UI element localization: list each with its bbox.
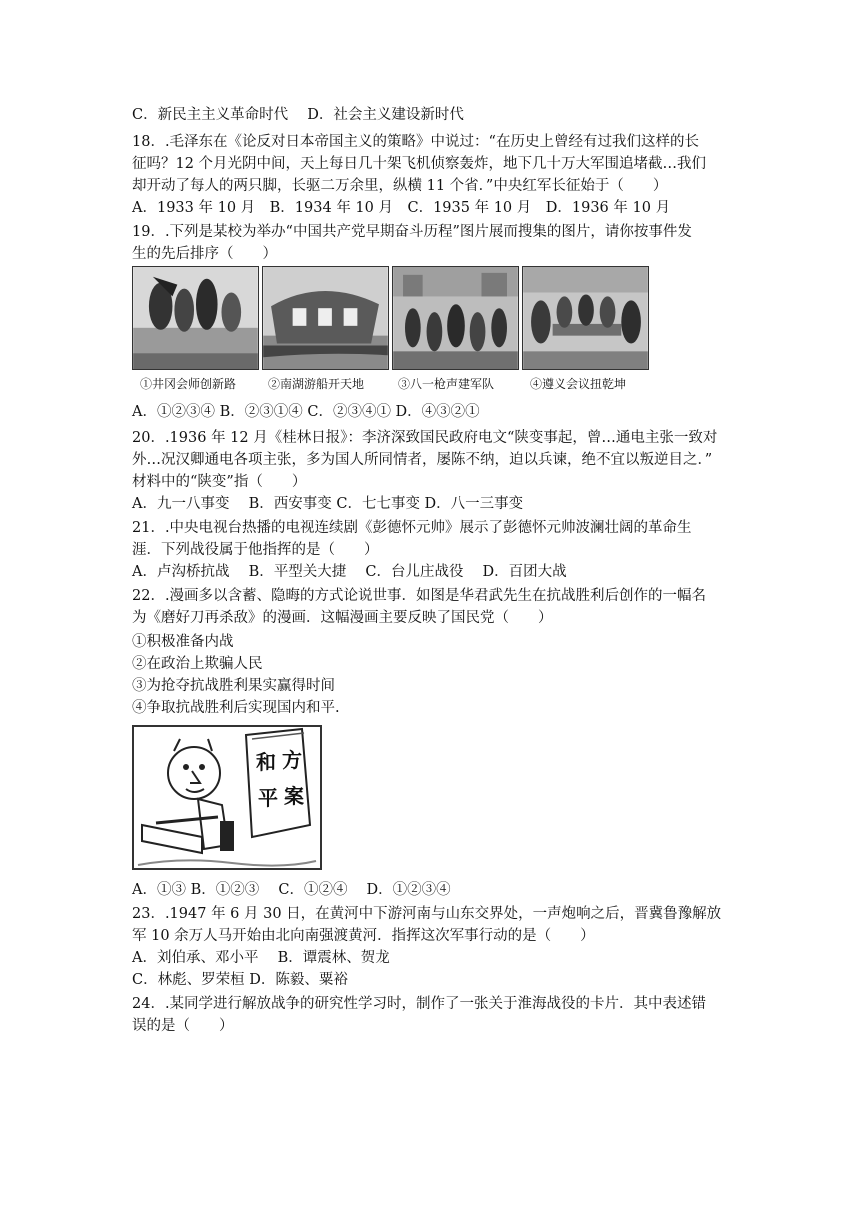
q19-photo-strip [132, 266, 676, 396]
q22-options: A．①③ B．①②③ C．①②④ D．①②③④ [132, 882, 451, 898]
q18-options: A．1933 年 10 月 B．1934 年 10 月 C．1935 年 10 月 D．1936 年 10 月 [132, 200, 671, 216]
q23-stem-line1: 23．.1947 年 6 月 30 日，在黄河中下游河南与山东交界处，一声炮响之后，晋冀鲁豫解放 [132, 906, 722, 922]
q22-cartoon [132, 725, 322, 870]
photo-nanhu-boat [262, 266, 389, 370]
q24-stem-line1: 24．.某同学进行解放战争的研究性学习时，制作了一张关于淮海战役的卡片．其中表述错 [132, 996, 707, 1012]
q23-options-cd: C．林彪、罗荣桓 D．陈毅、粟裕 [132, 972, 348, 988]
q20-stem-line3: 材料中的“陕变”指（ ） [132, 474, 307, 490]
q19-stem-line1: 19．.下列是某校为举办“中国共产党早期奋斗历程”图片展而搜集的图片，请你按事件发 [132, 224, 692, 240]
q19-stem-line2: 生的先后排序（ ） [132, 246, 277, 262]
cartoon-book-char-1: 和 [256, 750, 276, 774]
photo-caption-4: ④遵义会议扭乾坤 [530, 377, 627, 391]
photo-caption-3: ③八一枪声建军队 [398, 377, 495, 391]
photo-caption-2: ②南湖游船开天地 [268, 377, 365, 391]
q24-stem-line2: 误的是（ ） [132, 1018, 234, 1034]
q22-statement-3: ③为抢夺抗战胜利果实赢得时间 [132, 678, 335, 694]
q22-statement-2: ②在政治上欺骗人民 [132, 656, 263, 672]
q17-options-cd: C．新民主主义革命时代 D．社会主义建设新时代 [132, 107, 464, 123]
q22-stem-line1: 22．.漫画多以含蓄、隐晦的方式论说世事．如图是华君武先生在抗战胜利后创作的一幅名 [132, 588, 707, 604]
photo-caption-1: ①井冈会师创新路 [140, 377, 237, 391]
cartoon-book-char-3: 平 [258, 786, 278, 810]
photo-nanchang-uprising [392, 266, 519, 370]
q21-stem-line1: 21．.中央电视台热播的电视连续剧《彭德怀元帅》展示了彭德怀元帅波澜壮阔的革命生 [132, 520, 692, 536]
q22-statement-1: ①积极准备内战 [132, 634, 234, 650]
cartoon-book-char-2: 方 [282, 748, 302, 772]
q21-stem-line2: 涯．下列战役属于他指挥的是（ ） [132, 542, 379, 558]
q18-stem-line2: 征吗？12 个月光阴中间，天上每日几十架飞机侦察轰炸，地下几十万大军围追堵截…我们 [132, 156, 707, 172]
q22-stem-line2: 为《磨好刀再杀敌》的漫画．这幅漫画主要反映了国民党（ ） [132, 610, 553, 626]
cartoon-book-char-4: 案 [284, 784, 304, 808]
q19-options: A．①②③④ B．②③①④ C．②③④① D．④③②① [132, 404, 480, 420]
photo-zunyi-meeting [522, 266, 649, 370]
q23-stem-line2: 军 10 余万人马开始由北向南强渡黄河．指挥这次军事行动的是（ ） [132, 928, 595, 944]
q20-stem-line1: 20．.1936 年 12 月《桂林日报》：李济深致国民政府电文“陕变事起，曾…通电主张一致对 [132, 430, 718, 446]
q18-stem-line3: 却开动了每人的两只脚，长驱二万余里，纵横 11 个省．”中央红军长征始于（ ） [132, 178, 668, 194]
q23-options-ab: A．刘伯承、邓小平 B．谭震林、贺龙 [132, 950, 390, 966]
q20-stem-line2: 外…况汉卿通电各项主张，多为国人所同情者，屡陈不纳，迫以兵谏，绝不宜以叛逆目之．” [132, 452, 713, 468]
q20-options: A．九一八事变 B．西安事变 C．七七事变 D．八一三事变 [132, 496, 524, 512]
q21-options: A．卢沟桥抗战 B．平型关大捷 C．台儿庄战役 D．百团大战 [132, 564, 567, 580]
q22-statement-4: ④争取抗战胜利后实现国内和平. [132, 700, 340, 716]
q18-stem-line1: 18．.毛泽东在《论反对日本帝国主义的策略》中说过：“在历史上曾经有过我们这样的长 [132, 134, 699, 150]
photo-jinggang-meeting [132, 266, 259, 370]
